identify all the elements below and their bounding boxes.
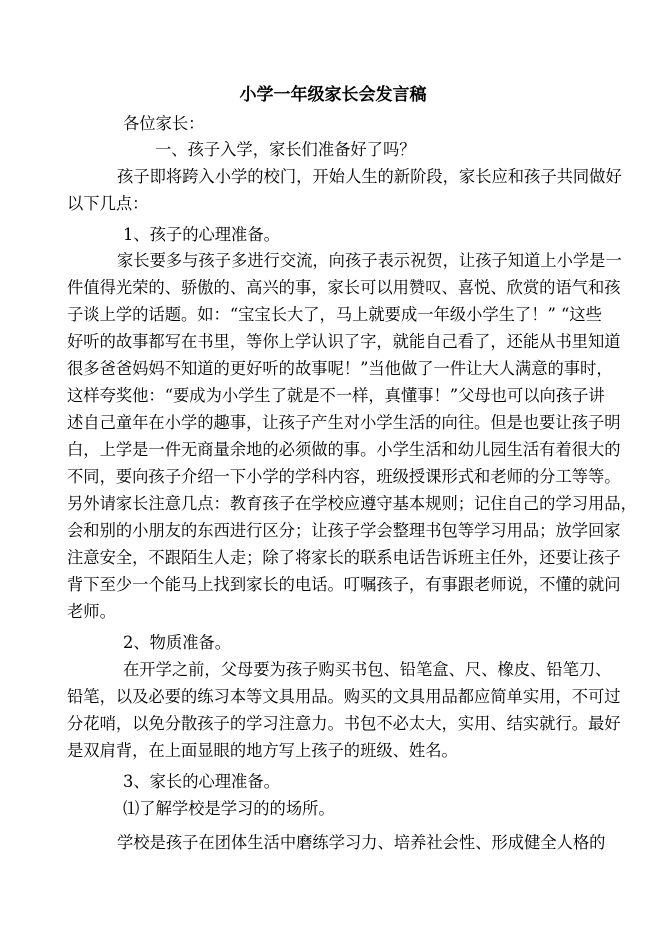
item-2-paragraph-line: 是双肩背，在上面显眼的地方写上孩子的班级、姓名。 [67,741,458,760]
item-1-paragraph-line: 家长要多与孩子多进行交流，向孩子表示祝贺，让孩子知道上小学是一 [117,251,622,270]
item-3-sub-1-paragraph-line: 学校是孩子在团体生活中磨练学习力、培养社会性、形成健全人格的 [117,833,606,852]
item-1-paragraph-line: 好听的故事都写在书里，等你上学认识了字，就能自己看了，还能从书里知道 [67,332,621,351]
item-1-paragraph-line: 注意安全，不跟陌生人走；除了将家长的联系电话告诉班主任外，还要让孩子 [67,548,621,567]
item-1-paragraph-line: 会和别的小朋友的东西进行区分；让孩子学会整理书包等学习用品；放学回家 [67,521,621,540]
item-2-paragraph-line: 铅笔，以及必要的练习本等文具用品。购买的文具用品都应简单实用，不可过 [67,687,621,706]
item-1-heading: 1、孩子的心理准备。 [123,225,280,244]
item-1-paragraph-line: 老师。 [67,602,116,621]
document-title: 小学一年级家长会发言稿 [239,85,427,105]
intro-line: 以下几点： [67,194,149,213]
item-2-heading: 2、物质准备。 [123,633,232,652]
item-1-paragraph-line: 件值得光荣的、骄傲的、高兴的事，家长可以用赞叹、喜悦、欣赏的语气和孩 [67,278,621,297]
item-2-paragraph-line: 分花哨，以免分散孩子的学习注意力。书包不必太大，实用、结实就行。最好 [67,714,621,733]
item-1-paragraph-line: 很多爸爸妈妈不知道的更好听的故事呢！”当他做了一件让大人满意的事时， [67,359,613,378]
item-1-paragraph-line: 这样夸奖他：“要成为小学生了就是不一样，真懂事！”父母也可以向孩子讲 [67,386,605,405]
section-heading-1: 一、孩子入学，家长们准备好了吗？ [155,140,416,159]
item-1-paragraph-line: 子谈上学的话题。如：“宝宝长大了，马上就要成一年级小学生了！” “这些 [67,305,602,324]
item-1-paragraph-line: 背下至少一个能马上找到家长的电话。叮嘱孩子，有事跟老师说，不懂的就问 [67,575,621,594]
item-1-paragraph-line: 述自己童年在小学的趣事，让孩子产生对小学生活的向往。但是也要让孩子明 [67,413,621,432]
intro-line: 孩子即将跨入小学的校门，开始人生的新阶段，家长应和孩子共同做好 [117,167,622,186]
item-2-paragraph-line: 在开学之前，父母要为孩子购买书包、铅笔盒、尺、橡皮、铅笔刀、 [123,660,612,679]
item-1-paragraph-line: 不同，要向孩子介绍一下小学的学科内容，班级授课形式和老师的分工等等。 [67,467,621,486]
item-3-heading: 3、家长的心理准备。 [123,772,280,791]
item-1-paragraph-line: 另外请家长注意几点：教育孩子在学校应遵守基本规则；记住自己的学习用品， [67,494,637,513]
greeting: 各位家长： [123,114,205,133]
item-1-paragraph-line: 白，上学是一件无商量余地的必须做的事。小学生活和幼儿园生活有着很大的 [67,440,621,459]
item-3-sub-1-heading: ⑴了解学校是学习的的场所。 [123,799,335,818]
